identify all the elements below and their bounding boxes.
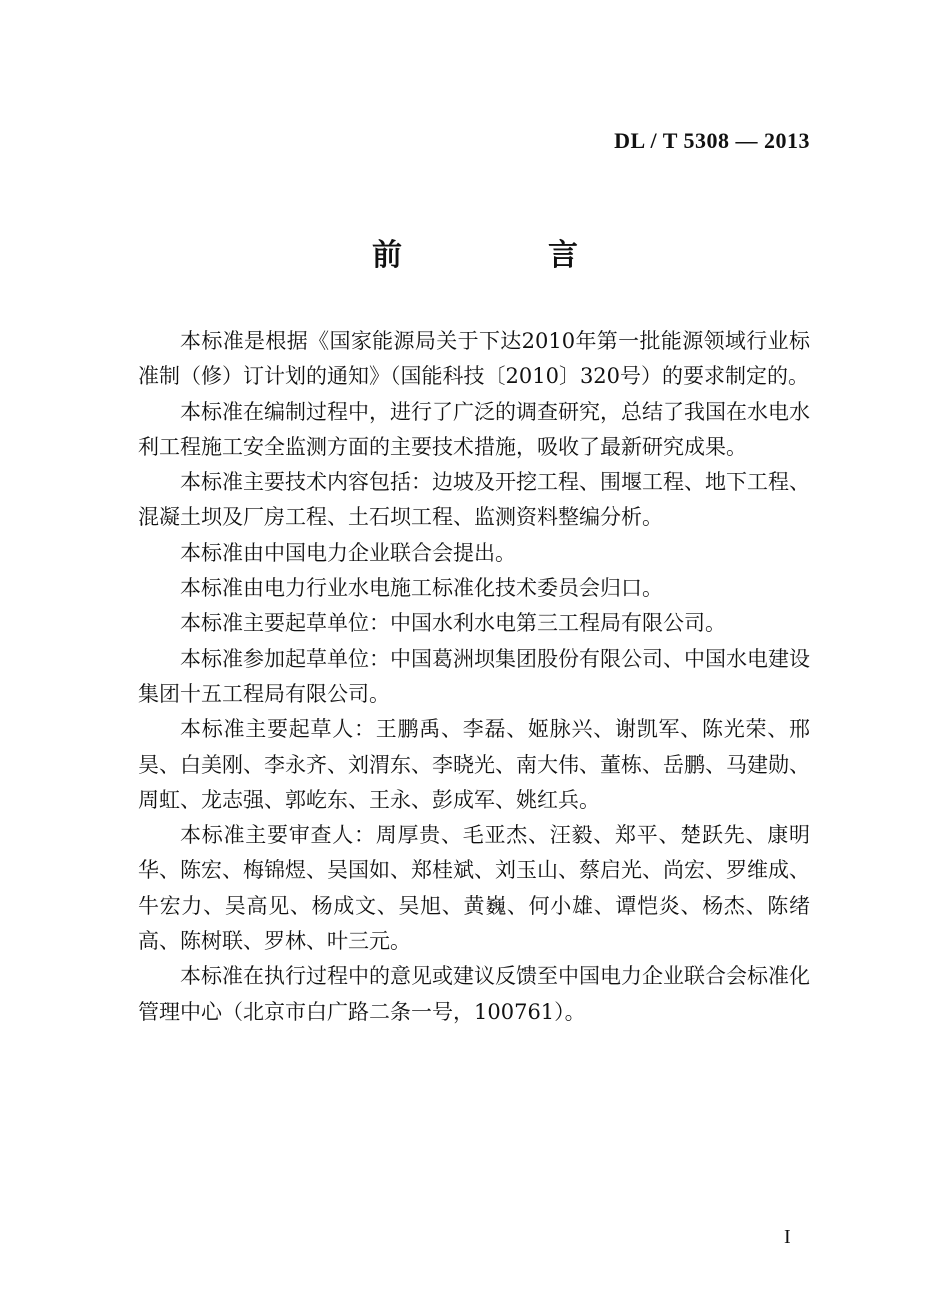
paragraph-committee: 本标准由电力行业水电施工标准化技术委员会归口。 [180, 576, 663, 601]
paragraph-basis: 本标准是根据《国家能源局关于下达2010年第一批能源领域行业标准制（修）订计划的通知》（国能科技〔2010〕320号）的要求制定的。 [138, 329, 810, 389]
paragraph-proposer: 本标准由中国电力企业联合会提出。 [180, 540, 516, 565]
paragraph-main-drafter-unit: 本标准主要起草单位：中国水利水电第三工程局有限公司。 [180, 611, 726, 636]
paragraph-research: 本标准在编制过程中，进行了广泛的调查研究，总结了我国在水电水利工程施工安全监测方面的主要技术措施，吸收了最新研究成果。 [138, 399, 810, 459]
page-title: 前 言 [372, 238, 636, 273]
paragraph-feedback: 本标准在执行过程中的意见或建议反馈至中国电力企业联合会标准化管理中心（北京市白广路二条一号，100761）。 [138, 964, 810, 1024]
paragraph-contents: 本标准主要技术内容包括：边坡及开挖工程、围堰工程、地下工程、混凝土坝及厂房工程、土石坝工程、监测资料整编分析。 [138, 470, 810, 530]
page-number: I [784, 1226, 791, 1248]
paragraph-main-drafters: 本标准主要起草人：王鹏禹、李磊、姬脉兴、谢凯军、陈光荣、邢昊、白美刚、李永齐、刘渭东、李晓光、南大伟、董栋、岳鹏、马建勋、周虹、龙志强、郭屹东、王永、彭成军、姚红兵。 [138, 717, 810, 812]
standard-code: DL / T 5308 — 2013 [614, 128, 810, 153]
paragraph-reviewers: 本标准主要审查人：周厚贵、毛亚杰、汪毅、郑平、楚跃先、康明华、陈宏、梅锦煜、吴国如、郑桂斌、刘玉山、蔡启光、尚宏、罗维成、牛宏力、吴高见、杨成文、吴旭、黄巍、何小雄、谭恺炎、杨杰、陈绪高、陈树联、罗林、叶三元。 [138, 823, 810, 954]
paragraph-participating-units: 本标准参加起草单位：中国葛洲坝集团股份有限公司、中国水电建设集团十五工程局有限公司。 [138, 646, 810, 706]
preface-body [138, 324, 810, 1030]
